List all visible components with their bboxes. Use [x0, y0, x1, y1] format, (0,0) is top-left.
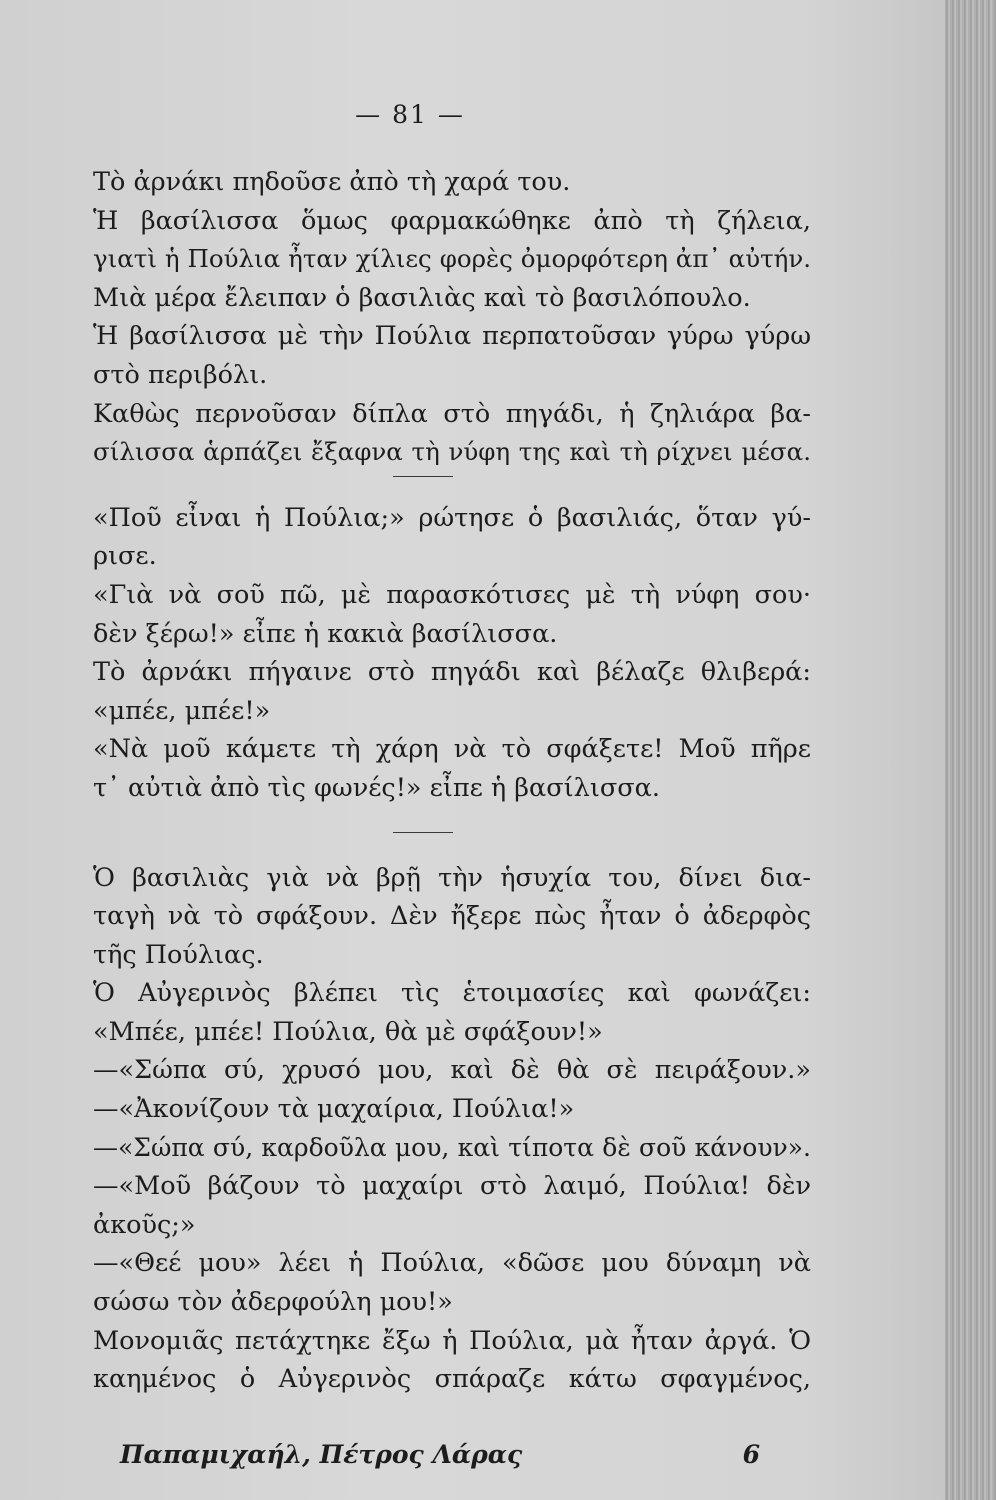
- text-line: Ὁ Αὐγερινὸς βλέπει τὶς ἑτοιμασίες καὶ φωνάζει:: [93, 978, 811, 1009]
- text-line: Τὸ ἀρνάκι πηδοῦσε ἀπὸ τὴ χαρά του.: [93, 167, 571, 197]
- text-line: Μιὰ μέρα ἔλειπαν ὁ βασιλιὰς καὶ τὸ βασιλόπουλο.: [93, 282, 751, 313]
- text-line: ρισε.: [93, 541, 157, 572]
- text-line: Ὁ βασιλιὰς γιὰ νὰ βρῇ τὴν ἡσυχία του, δίνει δια-: [93, 862, 811, 893]
- footer-author: Παπαμιχαήλ, Πέτρος Λάρας: [120, 1440, 523, 1469]
- text-line: Καθὼς περνοῦσαν δίπλα στὸ πηγάδι, ἡ ζηλιάρα βα-: [93, 398, 811, 429]
- text-line: Ἡ βασίλισσα μὲ τὴν Πούλια περπατοῦσαν γύρω γύρω: [93, 321, 811, 352]
- text-line: —«Σώπα σύ, χρυσό μου, καὶ δὲ θὰ σὲ πειράξουν.»: [93, 1055, 811, 1086]
- text-line: «Ποῦ εἶναι ἡ Πούλια;» ρώτησε ὁ βασιλιάς, ὅταν γύ-: [93, 502, 811, 533]
- text-line: γιατὶ ἡ Πούλια ἦταν χίλιες φορὲς ὀμορφότερη ἀπ᾽ αὐτήν.: [93, 244, 811, 274]
- page-number: — 81 —: [355, 100, 465, 129]
- text-line: σώσω τὸν ἀδερφούλη μου!»: [93, 1287, 453, 1318]
- section-divider: [393, 476, 453, 477]
- text-line: τῆς Πούλιας.: [93, 939, 264, 970]
- text-line: στὸ περιβόλι.: [93, 359, 268, 390]
- text-line: —«Θεέ μου» λέει ἡ Πούλια, «δῶσε μου δύναμη νὰ: [93, 1248, 811, 1279]
- text-line: τ᾽ αὐτιὰ ἀπὸ τὶς φωνές!» εἶπε ἡ βασίλισσα.: [93, 772, 660, 803]
- page-text: [93, 163, 811, 1399]
- footer-signature-mark: 6: [742, 1440, 760, 1469]
- text-line: «Μπέε, μπέε! Πούλια, θὰ μὲ σφάξουν!»: [93, 1016, 603, 1047]
- text-line: ταγὴ νὰ τὸ σφάξουν. Δὲν ἤξερε πὼς ἦταν ὁ ἀδερφὸς: [93, 901, 811, 932]
- text-line: Ἡ βασίλισσα ὅμως φαρμακώθηκε ἀπὸ τὴ ζήλεια,: [93, 205, 811, 236]
- text-line: Τὸ ἀρνάκι πήγαινε στὸ πηγάδι καὶ βέλαζε θλιβερά:: [93, 657, 811, 688]
- page-footer: [120, 1440, 760, 1469]
- paragraph-group-3: [93, 859, 811, 1399]
- text-line: —«Σώπα σύ, καρδοῦλα μου, καὶ τίποτα δὲ σοῦ κάνουν».: [93, 1132, 811, 1162]
- text-line: «μπέε, μπέε!»: [93, 695, 271, 726]
- text-line: δὲν ξέρω!» εἶπε ἡ κακιὰ βασίλισσα.: [93, 618, 558, 649]
- text-line: Μονομιᾶς πετάχτηκε ἔξω ἡ Πούλια, μὰ ἦταν ἀργά. Ὁ: [93, 1325, 811, 1356]
- book-spine-edge: [945, 0, 996, 1500]
- text-line: «Γιὰ νὰ σοῦ πῶ, μὲ παρασκότισες μὲ τὴ νύφη σου·: [93, 579, 811, 610]
- text-line: «Νὰ μοῦ κάμετε τὴ χάρη νὰ τὸ σφάξετε! Μοῦ πῆρε: [93, 734, 811, 765]
- text-line: καημένος ὁ Αὐγερινὸς σπάραζε κάτω σφαγμένος,: [93, 1364, 811, 1395]
- paragraph-group-1: [93, 163, 811, 472]
- text-line: ἀκοῦς;»: [93, 1209, 196, 1240]
- text-line: —«Ἀκονίζουν τὰ μαχαίρια, Πούλια!»: [93, 1094, 575, 1125]
- section-divider: [393, 832, 453, 833]
- paragraph-group-2: [93, 499, 811, 808]
- text-line: —«Μοῦ βάζουν τὸ μαχαίρι στὸ λαιμό, Πούλια! δὲν: [93, 1171, 811, 1202]
- text-line: σίλισσα ἁρπάζει ἔξαφνα τὴ νύφη της καὶ τὴ ρίχνει μέσα.: [93, 437, 811, 467]
